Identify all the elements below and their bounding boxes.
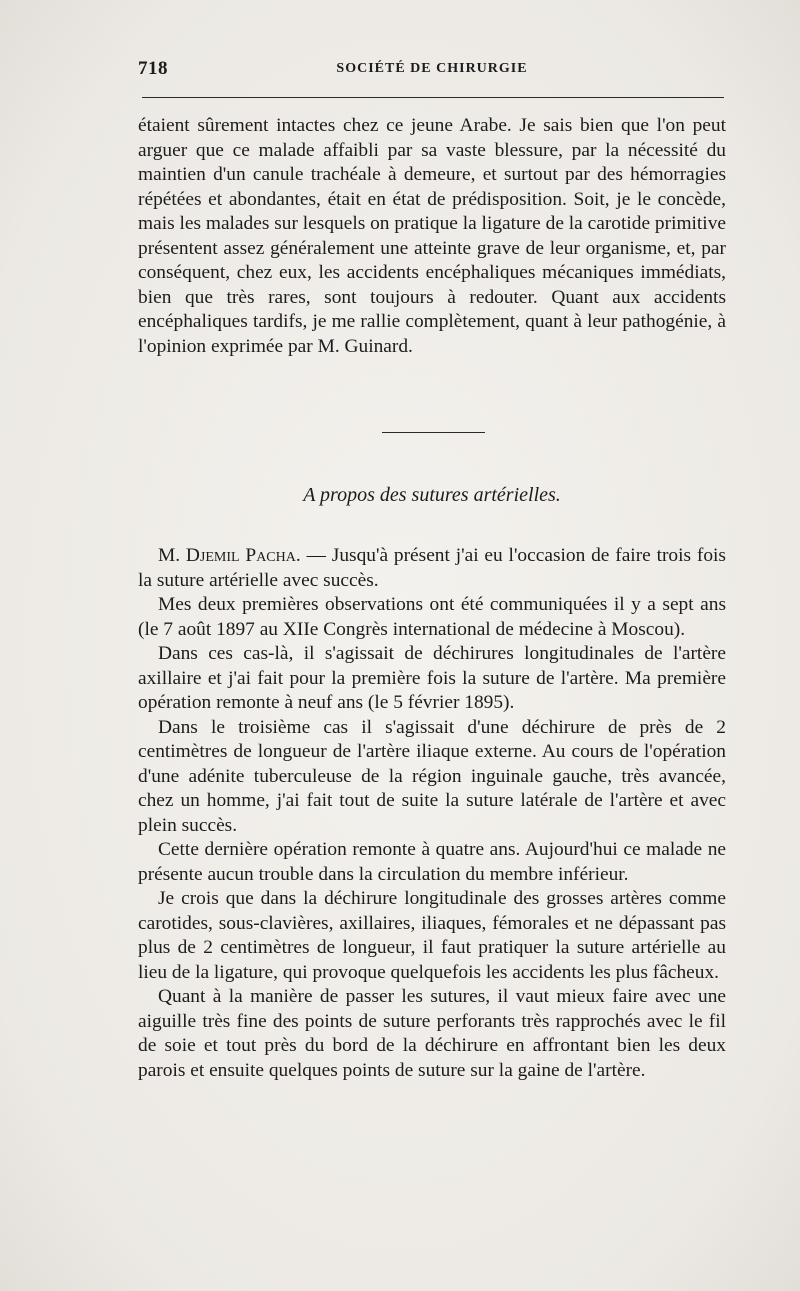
paragraph: étaient sûrement intactes chez ce jeune Arabe. Je sais bien que l'on peut arguer que ce malade affaibli par sa vaste blessure, par la nécessité du maintien d'un canule trachéale à demeure, et surtout par des hémorragies répétées et abondantes, était en état de prédisposition. Soit, je le concède, mais les malades sur lesquels on pratique la ligature de la carotide primitive présentent assez généralement une atteinte grave de leur organisme, et, par conséquent, chez eux, les accidents encéphaliques mécaniques immédiats, bien que très rares, sont toujours à redouter. Quant aux accidents encéphaliques tardifs, je me rallie complètement, quant à leur pathogénie, à l'opinion exprimée par M. Guinard. xyxy=(138,115,726,357)
paragraph: Cette dernière opération remonte à quatre ans. Aujourd'hui ce malade ne présente aucun trouble dans la circulation du membre inférieur. xyxy=(138,839,726,885)
section-divider xyxy=(382,432,485,433)
paragraph-text: — Jusqu'à présent j'ai eu l'occasion de faire trois fois la suture artérielle avec succès. xyxy=(138,545,726,591)
continuation-text xyxy=(138,114,726,359)
paragraph: Mes deux premières observations ont été communiquées il y a sept ans (le 7 août 1897 au XIIe Congrès international de médecine à Moscou). xyxy=(138,594,726,640)
paragraph: Quant à la manière de passer les sutures, il vaut mieux faire avec une aiguille très fine des points de suture perforants très rapprochés avec le fil de soie et tout près du bord de la déchirure en affrontant bien les deux parois et ensuite quelques points de suture sur la gaine de l'artère. xyxy=(138,986,726,1081)
page-header xyxy=(138,58,726,86)
paragraph: Je crois que dans la déchirure longitudinale des grosses artères comme carotides, sous-clavières, axillaires, iliaques, fémorales et ne dépassant pas plus de 2 centimètres de longueur, il faut pratiquer la suture artérielle au lieu de la ligature, qui provoque quelquefois les accidents les plus fâcheux. xyxy=(138,888,726,983)
paragraph xyxy=(138,544,726,593)
section-title: A propos des sutures artérielles. xyxy=(303,484,561,506)
header-rule xyxy=(142,97,724,98)
page-number: 718 xyxy=(138,58,168,79)
speaker-name: M. Djemil Pacha. xyxy=(158,545,301,566)
paragraph: Dans le troisième cas il s'agissait d'une déchirure de près de 2 centimètres de longueur de l'artère iliaque externe. Au cours de l'opération d'une adénite tuberculeuse de la région inguinale gauche, très avancée, chez un homme, j'ai fait tout de suite la suture latérale de l'artère et avec plein succès. xyxy=(138,716,726,836)
section-body xyxy=(138,544,726,1083)
running-head: SOCIÉTÉ DE CHIRURGIE xyxy=(336,61,528,76)
paragraph: Dans ces cas-là, il s'agissait de déchirures longitudinales de l'artère axillaire et j'ai fait pour la première fois la suture de l'artère. Ma première opération remonte à neuf ans (le 5 février 1895). xyxy=(138,643,726,713)
